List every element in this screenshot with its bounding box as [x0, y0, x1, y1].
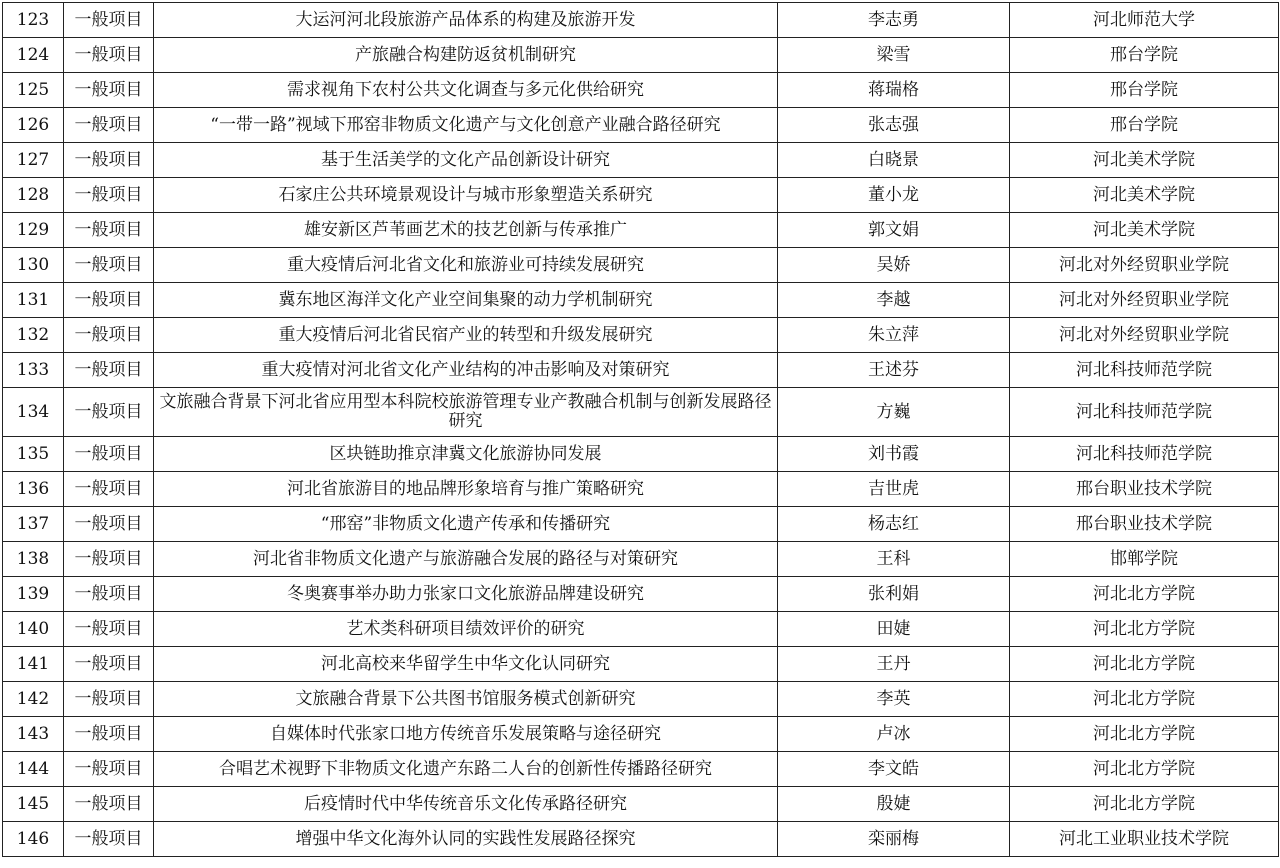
project-type: 一般项目 [64, 388, 154, 437]
project-leader: 张利娟 [778, 577, 1010, 612]
project-title: 重大疫情对河北省文化产业结构的冲击影响及对策研究 [154, 353, 778, 388]
row-number: 144 [3, 752, 64, 787]
project-leader: 杨志红 [778, 507, 1010, 542]
institution: 河北北方学院 [1010, 717, 1279, 752]
project-leader: 王科 [778, 542, 1010, 577]
table-row [3, 647, 1279, 682]
project-leader: 王述芬 [778, 353, 1010, 388]
project-leader: 刘书霞 [778, 437, 1010, 472]
project-type: 一般项目 [64, 682, 154, 717]
row-number: 132 [3, 318, 64, 353]
table-row [3, 108, 1279, 143]
institution: 河北对外经贸职业学院 [1010, 283, 1279, 318]
project-type: 一般项目 [64, 787, 154, 822]
table-row [3, 437, 1279, 472]
table-row [3, 178, 1279, 213]
project-type: 一般项目 [64, 178, 154, 213]
row-number: 137 [3, 507, 64, 542]
table-row [3, 542, 1279, 577]
table-row [3, 353, 1279, 388]
institution: 河北对外经贸职业学院 [1010, 318, 1279, 353]
table-row [3, 472, 1279, 507]
institution: 邢台学院 [1010, 38, 1279, 73]
project-type: 一般项目 [64, 612, 154, 647]
project-leader: 田婕 [778, 612, 1010, 647]
project-title: 冬奥赛事举办助力张家口文化旅游品牌建设研究 [154, 577, 778, 612]
project-type: 一般项目 [64, 647, 154, 682]
institution: 河北美术学院 [1010, 178, 1279, 213]
project-type: 一般项目 [64, 108, 154, 143]
project-leader: 王丹 [778, 647, 1010, 682]
project-leader: 栾丽梅 [778, 822, 1010, 857]
institution: 河北北方学院 [1010, 577, 1279, 612]
project-title: 后疫情时代中华传统音乐文化传承路径研究 [154, 787, 778, 822]
row-number: 130 [3, 248, 64, 283]
project-title: 需求视角下农村公共文化调查与多元化供给研究 [154, 73, 778, 108]
project-type: 一般项目 [64, 3, 154, 38]
project-type: 一般项目 [64, 353, 154, 388]
project-leader: 殷婕 [778, 787, 1010, 822]
table-body [3, 3, 1279, 857]
institution: 河北工业职业技术学院 [1010, 822, 1279, 857]
project-leader: 董小龙 [778, 178, 1010, 213]
project-type: 一般项目 [64, 472, 154, 507]
row-number: 127 [3, 143, 64, 178]
project-leader: 张志强 [778, 108, 1010, 143]
project-leader: 李英 [778, 682, 1010, 717]
institution: 河北美术学院 [1010, 213, 1279, 248]
institution: 河北北方学院 [1010, 647, 1279, 682]
project-type: 一般项目 [64, 507, 154, 542]
table-row [3, 38, 1279, 73]
project-title: 重大疫情后河北省文化和旅游业可持续发展研究 [154, 248, 778, 283]
project-leader: 李越 [778, 283, 1010, 318]
project-leader: 吉世虎 [778, 472, 1010, 507]
project-type: 一般项目 [64, 577, 154, 612]
project-title: 文旅融合背景下河北省应用型本科院校旅游管理专业产教融合机制与创新发展路径研究 [154, 388, 778, 437]
row-number: 134 [3, 388, 64, 437]
project-leader: 朱立萍 [778, 318, 1010, 353]
institution: 河北北方学院 [1010, 612, 1279, 647]
institution: 河北科技师范学院 [1010, 353, 1279, 388]
project-type: 一般项目 [64, 752, 154, 787]
table-row [3, 787, 1279, 822]
project-title: 河北省旅游目的地品牌形象培育与推广策略研究 [154, 472, 778, 507]
table-row [3, 3, 1279, 38]
project-type: 一般项目 [64, 542, 154, 577]
row-number: 146 [3, 822, 64, 857]
project-title: 雄安新区芦苇画艺术的技艺创新与传承推广 [154, 213, 778, 248]
project-type: 一般项目 [64, 318, 154, 353]
project-title: 增强中华文化海外认同的实践性发展路径探究 [154, 822, 778, 857]
row-number: 141 [3, 647, 64, 682]
row-number: 123 [3, 3, 64, 38]
table-row [3, 248, 1279, 283]
project-leader: 吴娇 [778, 248, 1010, 283]
row-number: 139 [3, 577, 64, 612]
institution: 邢台职业技术学院 [1010, 507, 1279, 542]
row-number: 135 [3, 437, 64, 472]
table-row [3, 577, 1279, 612]
row-number: 129 [3, 213, 64, 248]
table-row [3, 682, 1279, 717]
project-leader: 方巍 [778, 388, 1010, 437]
project-leader: 蒋瑞格 [778, 73, 1010, 108]
institution: 河北北方学院 [1010, 682, 1279, 717]
row-number: 143 [3, 717, 64, 752]
project-title: “邢窑”非物质文化遗产传承和传播研究 [154, 507, 778, 542]
project-title: 石家庄公共环境景观设计与城市形象塑造关系研究 [154, 178, 778, 213]
project-leader: 卢冰 [778, 717, 1010, 752]
project-title: 区块链助推京津冀文化旅游协同发展 [154, 437, 778, 472]
table-row [3, 73, 1279, 108]
project-leader: 李文皓 [778, 752, 1010, 787]
institution: 邢台学院 [1010, 108, 1279, 143]
table-row [3, 612, 1279, 647]
project-title: 艺术类科研项目绩效评价的研究 [154, 612, 778, 647]
project-type: 一般项目 [64, 213, 154, 248]
institution: 河北美术学院 [1010, 143, 1279, 178]
institution: 河北科技师范学院 [1010, 388, 1279, 437]
project-title: 河北高校来华留学生中华文化认同研究 [154, 647, 778, 682]
row-number: 125 [3, 73, 64, 108]
institution: 河北科技师范学院 [1010, 437, 1279, 472]
row-number: 126 [3, 108, 64, 143]
project-title: 产旅融合构建防返贫机制研究 [154, 38, 778, 73]
project-title: 大运河河北段旅游产品体系的构建及旅游开发 [154, 3, 778, 38]
project-title: 重大疫情后河北省民宿产业的转型和升级发展研究 [154, 318, 778, 353]
table-row [3, 752, 1279, 787]
institution: 邯郸学院 [1010, 542, 1279, 577]
table-row [3, 822, 1279, 857]
row-number: 142 [3, 682, 64, 717]
project-list-table [2, 2, 1279, 857]
table-row [3, 143, 1279, 178]
institution: 邢台职业技术学院 [1010, 472, 1279, 507]
row-number: 124 [3, 38, 64, 73]
project-title: 自媒体时代张家口地方传统音乐发展策略与途径研究 [154, 717, 778, 752]
institution: 河北北方学院 [1010, 752, 1279, 787]
project-type: 一般项目 [64, 143, 154, 178]
row-number: 140 [3, 612, 64, 647]
table-row [3, 283, 1279, 318]
project-type: 一般项目 [64, 437, 154, 472]
institution: 邢台学院 [1010, 73, 1279, 108]
project-type: 一般项目 [64, 822, 154, 857]
project-type: 一般项目 [64, 38, 154, 73]
project-type: 一般项目 [64, 248, 154, 283]
project-type: 一般项目 [64, 73, 154, 108]
row-number: 131 [3, 283, 64, 318]
project-title: “一带一路”视域下邢窑非物质文化遗产与文化创意产业融合路径研究 [154, 108, 778, 143]
institution: 河北师范大学 [1010, 3, 1279, 38]
table-row [3, 318, 1279, 353]
project-leader: 郭文娟 [778, 213, 1010, 248]
project-title: 合唱艺术视野下非物质文化遗产东路二人台的创新性传播路径研究 [154, 752, 778, 787]
table-row [3, 213, 1279, 248]
institution: 河北北方学院 [1010, 787, 1279, 822]
project-leader: 白晓景 [778, 143, 1010, 178]
table-row [3, 507, 1279, 542]
row-number: 128 [3, 178, 64, 213]
project-title: 冀东地区海洋文化产业空间集聚的动力学机制研究 [154, 283, 778, 318]
project-title: 基于生活美学的文化产品创新设计研究 [154, 143, 778, 178]
project-type: 一般项目 [64, 717, 154, 752]
project-leader: 李志勇 [778, 3, 1010, 38]
institution: 河北对外经贸职业学院 [1010, 248, 1279, 283]
project-title: 河北省非物质文化遗产与旅游融合发展的路径与对策研究 [154, 542, 778, 577]
row-number: 136 [3, 472, 64, 507]
row-number: 133 [3, 353, 64, 388]
row-number: 138 [3, 542, 64, 577]
project-leader: 梁雪 [778, 38, 1010, 73]
project-title: 文旅融合背景下公共图书馆服务模式创新研究 [154, 682, 778, 717]
project-type: 一般项目 [64, 283, 154, 318]
table-row [3, 388, 1279, 437]
row-number: 145 [3, 787, 64, 822]
table-row [3, 717, 1279, 752]
